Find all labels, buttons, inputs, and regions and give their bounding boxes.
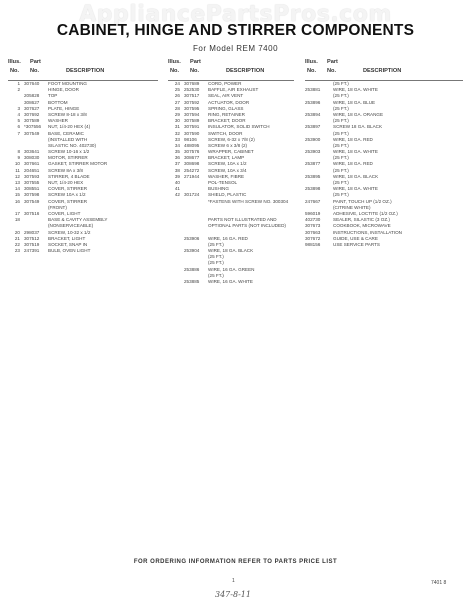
part-number: 307692 bbox=[24, 111, 40, 117]
part-code: 7401 8 bbox=[431, 580, 447, 586]
part-description: CORD, POWER bbox=[208, 81, 242, 86]
part-number: 307576 bbox=[184, 149, 200, 155]
part-description: SCREW, 10A x 1/2 bbox=[208, 161, 247, 167]
part-number: 247667 bbox=[305, 198, 321, 204]
illus-number: 15 bbox=[14, 192, 20, 198]
part-description: (FRONT) bbox=[48, 204, 67, 210]
part-description: BASE & CAVITY ASSEMBLY bbox=[48, 217, 108, 223]
part-description: COVER, STIRRER bbox=[48, 198, 88, 204]
part-description: (INSTALLED WITH bbox=[48, 136, 88, 142]
part-number: 308627 bbox=[24, 99, 40, 105]
header-part: Part bbox=[30, 59, 41, 65]
part-number: 253903 bbox=[305, 149, 321, 155]
part-number: 307549 bbox=[24, 130, 40, 136]
illus-number: 27 bbox=[174, 99, 180, 105]
watermark: AppliancePartsPros.com bbox=[79, 2, 392, 27]
part-number: 307589 bbox=[184, 118, 200, 124]
part-number: 253898 bbox=[305, 186, 321, 192]
part-number: 307555 bbox=[24, 180, 40, 185]
part-number: 307627 bbox=[24, 105, 40, 111]
column-header bbox=[305, 58, 463, 81]
part-description: BOTTOM bbox=[48, 99, 68, 105]
part-description: GASKET, STIRRER MOTOR bbox=[48, 161, 108, 167]
header-no: No. bbox=[190, 68, 200, 74]
part-number: 253906 bbox=[184, 235, 200, 241]
part-description: PARTS NOT ILLUSTRATED AND bbox=[208, 217, 277, 223]
illus-number: 10 bbox=[14, 161, 20, 167]
header-no: No. bbox=[307, 68, 317, 74]
part-description: ADHESIVE, LOCTITE (1/2 OZ.) bbox=[333, 210, 398, 216]
part-number: 307672 bbox=[305, 235, 321, 241]
part-description: BAFFLE, AIR EXHAUST bbox=[208, 87, 259, 93]
part-number: 303641 bbox=[24, 149, 40, 155]
part-description: SCREW 18 GA. BLACK bbox=[333, 124, 383, 130]
part-number: 253881 bbox=[305, 87, 321, 93]
part-description: (NONSERVICEABLE) bbox=[48, 223, 94, 229]
part-description: (25 FT.) bbox=[333, 142, 349, 148]
illus-number: 33 bbox=[174, 136, 180, 142]
illus-number: 31 bbox=[174, 124, 180, 130]
illus-number: 25 bbox=[174, 87, 180, 93]
part-number: 402730 bbox=[305, 217, 321, 223]
part-description: BRACKET, DOOR bbox=[208, 118, 246, 124]
part-description: WIRE, 18 GA. WHITE bbox=[333, 87, 378, 93]
part-number: 298037 bbox=[24, 229, 40, 235]
part-description: (CITRINE WHITE) bbox=[333, 204, 371, 210]
part-number: 253895 bbox=[305, 173, 321, 179]
part-number: 301724 bbox=[184, 192, 200, 198]
part-description: PLATE, HINGE bbox=[48, 105, 80, 111]
part-number: 307519 bbox=[24, 241, 40, 247]
header-part: Part bbox=[327, 59, 338, 65]
part-description: SCREW 8-18 x 3/8 bbox=[48, 111, 87, 117]
illus-number: 23 bbox=[14, 248, 20, 254]
part-description: INSTRUCTIONS, INSTALLATION bbox=[333, 229, 402, 235]
illus-number: 1 bbox=[17, 81, 20, 86]
part-description: (25 FT.) bbox=[208, 260, 224, 266]
part-description: INSULATOR, SOLID SWITCH bbox=[208, 124, 270, 130]
part-number: 253877 bbox=[305, 161, 321, 167]
part-number: 307640 bbox=[24, 81, 40, 86]
illus-number: 6 bbox=[17, 124, 20, 130]
part-number: 307673 bbox=[305, 223, 321, 229]
part-number: 988156 bbox=[305, 241, 321, 247]
column-header bbox=[168, 58, 294, 81]
part-description: RING, RETAINER bbox=[208, 111, 245, 117]
part-description: WASHER, FIBRE bbox=[208, 173, 245, 179]
part-description: BRACKET, LAMP bbox=[208, 155, 245, 161]
illus-number: 8 bbox=[17, 149, 20, 155]
part-number: 254272 bbox=[184, 167, 200, 173]
illus-number: 7 bbox=[17, 130, 20, 136]
part-description: WRAPPER, CABINET bbox=[208, 149, 254, 155]
page-title: CABINET, HINGE AND STIRRER COMPONENTS bbox=[56, 22, 415, 39]
header-description: DESCRIPTION bbox=[363, 68, 402, 74]
illus-number: 17 bbox=[14, 210, 20, 216]
illus-number: 22 bbox=[14, 241, 20, 247]
part-description: (25 FT.) bbox=[208, 241, 224, 247]
part-description: (25 FT.) bbox=[333, 130, 349, 136]
header-description: DESCRIPTION bbox=[226, 68, 265, 74]
part-number: 307516 bbox=[24, 210, 40, 216]
illus-number: 32 bbox=[174, 130, 180, 136]
part-number: 307598 bbox=[24, 192, 40, 198]
part-number: 253900 bbox=[305, 136, 321, 142]
illus-number: 20 bbox=[14, 229, 20, 235]
header-illus: Illus. bbox=[8, 59, 21, 65]
illus-number: 34 bbox=[174, 142, 180, 148]
column-header bbox=[8, 58, 158, 81]
part-description: (25 FT.) bbox=[333, 180, 349, 185]
part-description: COVER, STIRRER bbox=[48, 186, 88, 192]
part-description: SCREW 8A x 3/8 bbox=[48, 167, 83, 173]
part-number: 253894 bbox=[305, 111, 321, 117]
part-description: USE SERVICE PARTS bbox=[333, 241, 380, 247]
part-description: STIRRER, 4 BLADE bbox=[48, 173, 90, 179]
part-number: 307661 bbox=[24, 161, 40, 167]
part-description: COOKBOOK, MICROWAVE bbox=[333, 223, 391, 229]
part-description: OPTIONAL PARTS (NOT INCLUDED) bbox=[208, 223, 286, 229]
part-number: 252530 bbox=[184, 87, 200, 93]
illus-number: 2 bbox=[17, 87, 20, 93]
part-number: 253886 bbox=[184, 266, 200, 272]
part-description: PAINT, TOUCH UP (1/2 OZ.) bbox=[333, 198, 392, 204]
header-no: No. bbox=[10, 68, 20, 74]
header-no: No. bbox=[170, 68, 180, 74]
part-description: SPRING, GLASS bbox=[208, 105, 244, 111]
part-description: POL-TENSOL bbox=[208, 180, 238, 185]
part-number: 596019 bbox=[305, 210, 321, 216]
part-number: 204651 bbox=[24, 167, 40, 173]
parts-list bbox=[305, 81, 463, 248]
part-description: ACTUATOR, DOOR bbox=[208, 99, 250, 105]
part-description: WIRE, 18 GA. RED bbox=[333, 136, 373, 142]
parts-column-3 bbox=[305, 58, 463, 248]
illus-number: 39 bbox=[174, 173, 180, 179]
part-number: 98106 bbox=[184, 136, 197, 142]
table-row bbox=[305, 242, 463, 248]
part-number: 307689 bbox=[184, 81, 200, 86]
part-description: SCREW, 10-32 x 1/2 bbox=[48, 229, 91, 235]
part-number: *307556 bbox=[24, 124, 42, 130]
parts-column-1 bbox=[8, 58, 158, 254]
part-description: SCREW 6 x 3/8 (2) bbox=[208, 142, 248, 148]
illus-number: 28 bbox=[174, 105, 180, 111]
illus-number: 37 bbox=[174, 161, 180, 167]
illus-number: 11 bbox=[15, 167, 20, 173]
illus-number: 5 bbox=[17, 118, 20, 124]
part-description: SEALER, SILASTIC (3 OZ.) bbox=[333, 217, 390, 223]
part-description: SHIELD, PLASTIC bbox=[208, 192, 247, 198]
part-number: 308677 bbox=[184, 155, 200, 161]
part-description: GUIDE, USE & CARE bbox=[333, 235, 378, 241]
part-description: COVER, LIGHT bbox=[48, 210, 81, 216]
illus-number: 12 bbox=[14, 173, 20, 179]
part-number: 307589 bbox=[24, 118, 40, 124]
part-description: BASE, CERAMIC bbox=[48, 130, 84, 136]
part-description: SCREW 10-16 x 1/2 bbox=[48, 149, 90, 155]
header-no: No. bbox=[327, 68, 337, 74]
part-description: WIRE, 16 GA. WHITE bbox=[208, 279, 253, 284]
part-description: NUT, 1/4-20 HEX (4) bbox=[48, 124, 91, 130]
part-description: MOTOR, STIRRER bbox=[48, 155, 88, 161]
part-description: (25 FT.) bbox=[333, 192, 349, 198]
part-description: WIRE, 18 GA. WHITE bbox=[333, 149, 378, 155]
part-number: 307512 bbox=[24, 235, 40, 241]
illus-number: 38 bbox=[174, 167, 180, 173]
part-description: (25 FT.) bbox=[208, 254, 224, 260]
illus-number: 26 bbox=[174, 93, 180, 99]
header-no: No. bbox=[30, 68, 40, 74]
part-description: WIRE, 16 GA. GREEN bbox=[208, 266, 255, 272]
part-number: 253897 bbox=[305, 124, 321, 130]
illus-number: 14 bbox=[14, 186, 20, 192]
parts-list bbox=[168, 81, 294, 285]
part-number: 488095 bbox=[184, 142, 200, 148]
illus-number: 29 bbox=[174, 111, 180, 117]
part-description: WIRE, 18 GA. BLACK bbox=[333, 173, 379, 179]
header-illus: Illus. bbox=[305, 59, 318, 65]
part-number: 307595 bbox=[184, 105, 200, 111]
handwritten-note: 347-8-11 bbox=[215, 590, 251, 599]
part-number: 253904 bbox=[184, 248, 200, 254]
part-description: WIRE, 16 GA. RED bbox=[208, 235, 248, 241]
header-description: DESCRIPTION bbox=[66, 68, 105, 74]
part-description: NUT, 1/4-20 HEX bbox=[48, 180, 84, 185]
parts-column-2 bbox=[168, 58, 294, 285]
illus-number: 42 bbox=[174, 192, 180, 198]
part-description: WIRE, 18 GA. BLACK bbox=[208, 248, 254, 254]
illus-number: 30 bbox=[174, 118, 180, 124]
part-number: 307592 bbox=[184, 99, 200, 105]
part-number: 307594 bbox=[184, 111, 200, 117]
part-description: (25 FT.) bbox=[333, 105, 349, 111]
illus-number: 9 bbox=[17, 155, 20, 161]
part-description: WIRE, 18 GA. ORANGE bbox=[333, 111, 384, 117]
table-row bbox=[8, 248, 158, 254]
part-number: 308551 bbox=[24, 186, 40, 192]
part-description: (25 FT.) bbox=[208, 272, 224, 278]
illus-number: 41 bbox=[174, 186, 180, 192]
illus-number: 36 bbox=[174, 155, 180, 161]
part-number: 308030 bbox=[24, 155, 40, 161]
part-description: SEAL, AIR VENT bbox=[208, 93, 244, 99]
parts-list bbox=[8, 81, 158, 254]
part-number: 247391 bbox=[24, 248, 40, 254]
illus-number: 16 bbox=[14, 198, 20, 204]
part-description: SWITCH, DOOR bbox=[208, 130, 243, 136]
part-description: BUSHING bbox=[208, 186, 229, 192]
part-number: 253896 bbox=[305, 99, 321, 105]
part-description: SOCKET, SNAP IN bbox=[48, 241, 88, 247]
part-description: FOOT MOUNTING bbox=[48, 81, 87, 86]
part-description: SCREW, 6-32 x 7/8 (2) bbox=[208, 136, 255, 142]
illus-number: 13 bbox=[14, 180, 20, 185]
part-number: 253885 bbox=[184, 279, 200, 284]
illus-number: 35 bbox=[174, 149, 180, 155]
part-number: 307517 bbox=[184, 93, 200, 99]
part-number: 307593 bbox=[24, 173, 40, 179]
part-description: (25 FT.) bbox=[333, 118, 349, 124]
part-description: (25 FT.) bbox=[333, 81, 349, 86]
illus-number: 40 bbox=[174, 180, 180, 185]
part-number: 308698 bbox=[184, 161, 200, 167]
part-description: WIRE, 18 GA. RED bbox=[333, 161, 373, 167]
part-description: SCREW 10A x 1/2 bbox=[48, 192, 86, 198]
part-number: 307663 bbox=[305, 229, 321, 235]
illus-number: 4 bbox=[17, 111, 20, 117]
page-number: 1 bbox=[232, 578, 235, 584]
part-description: TOP bbox=[48, 93, 58, 99]
part-description: BRACKET, LIGHT bbox=[48, 235, 86, 241]
part-number: 271944 bbox=[184, 173, 200, 179]
header-illus: Illus. bbox=[168, 59, 181, 65]
part-number: 307549 bbox=[24, 198, 40, 204]
part-description: (25 FT.) bbox=[333, 167, 349, 173]
part-description: BULB, OVEN LIGHT bbox=[48, 248, 91, 254]
part-number: 307590 bbox=[184, 130, 200, 136]
part-description: WASHER bbox=[48, 118, 68, 124]
part-number: 205828 bbox=[24, 93, 40, 99]
header-part: Part bbox=[190, 59, 201, 65]
part-number: 307591 bbox=[184, 124, 200, 130]
part-description: *FASTENS WITH SCREW NO. 300304 bbox=[208, 198, 289, 204]
illus-number: 21 bbox=[14, 235, 20, 241]
illus-number: 18 bbox=[14, 217, 20, 223]
ordering-info-footer: FOR ORDERING INFORMATION REFER TO PARTS PRICE LIST bbox=[133, 559, 338, 565]
illus-number: 24 bbox=[174, 81, 180, 86]
part-description: (25 FT.) bbox=[333, 155, 349, 161]
part-description: SILASTIC NO. 402730) bbox=[48, 142, 97, 148]
table-row bbox=[168, 279, 294, 285]
page-subtitle: For Model REM 7400 bbox=[192, 44, 279, 53]
part-description: (25 FT.) bbox=[333, 93, 349, 99]
part-description: WIRE, 18 GA. WHITE bbox=[333, 186, 378, 192]
part-description: HINGE, DOOR bbox=[48, 87, 79, 93]
illus-number: 3 bbox=[17, 105, 20, 111]
part-description: WIRE, 18 GA. BLUE bbox=[333, 99, 376, 105]
part-description: SCREW, 10A x 3/4 bbox=[208, 167, 247, 173]
